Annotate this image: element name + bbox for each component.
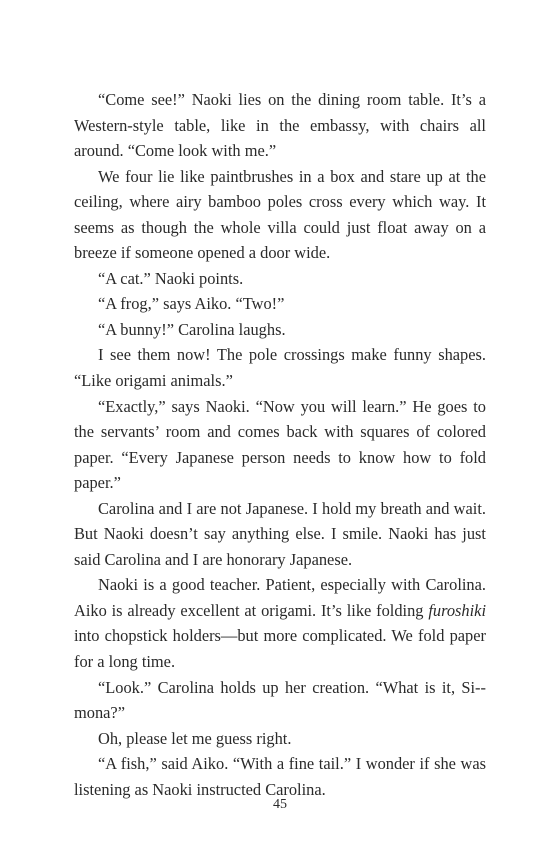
paragraph: Carolina and I are not Japanese. I hold my breath and wait. But Naoki doesn’t say anything else. I smile. Naoki has just said Carolina and I are honorary Japanese. bbox=[74, 498, 486, 569]
paragraph: “A bunny!” Carolina laughs. bbox=[98, 319, 286, 339]
paragraph: I see them now! The pole crossings make funny shapes. “Like origami animals.” bbox=[74, 345, 486, 391]
paragraph: “Look.” Carolina holds up her creation. “What is it, Si-mona?” bbox=[74, 677, 486, 723]
paragraph: “Come see!” Naoki lies on the dining room table. It’s a Western-style table, like in the embassy, with chairs all around. “Come look with me.” bbox=[74, 90, 486, 161]
body-text bbox=[74, 87, 486, 802]
paragraph: Oh, please let me guess right. bbox=[98, 728, 292, 748]
paragraph: “A cat.” Naoki points. bbox=[98, 268, 244, 288]
paragraph: Naoki is a good teacher. Patient, especially with Carolina. Aiko is already excellent at origami. It’s like folding furoshiki into chopstick holders—but more complicated. We fold paper for a long time. bbox=[74, 575, 486, 672]
paragraph: “A fish,” said Aiko. “With a fine tail.” I wonder if she was listening as Naoki instructed Carolina. bbox=[74, 754, 486, 799]
italic-word: furoshiki bbox=[428, 600, 486, 620]
paragraph: “Exactly,” says Naoki. “Now you will learn.” He goes to the servants’ room and comes back with squares of colored paper. “Every Japanese person needs to know how to fold paper.” bbox=[74, 396, 486, 493]
paragraph: “A frog,” says Aiko. “Two!” bbox=[98, 294, 285, 314]
page-number: 45 bbox=[273, 797, 287, 812]
paragraph: We four lie like paintbrushes in a box and stare up at the ceiling, where airy bamboo poles cross every which way. It seems as though the whole villa could just float away on a breeze if someone opened a door wide. bbox=[74, 166, 486, 263]
